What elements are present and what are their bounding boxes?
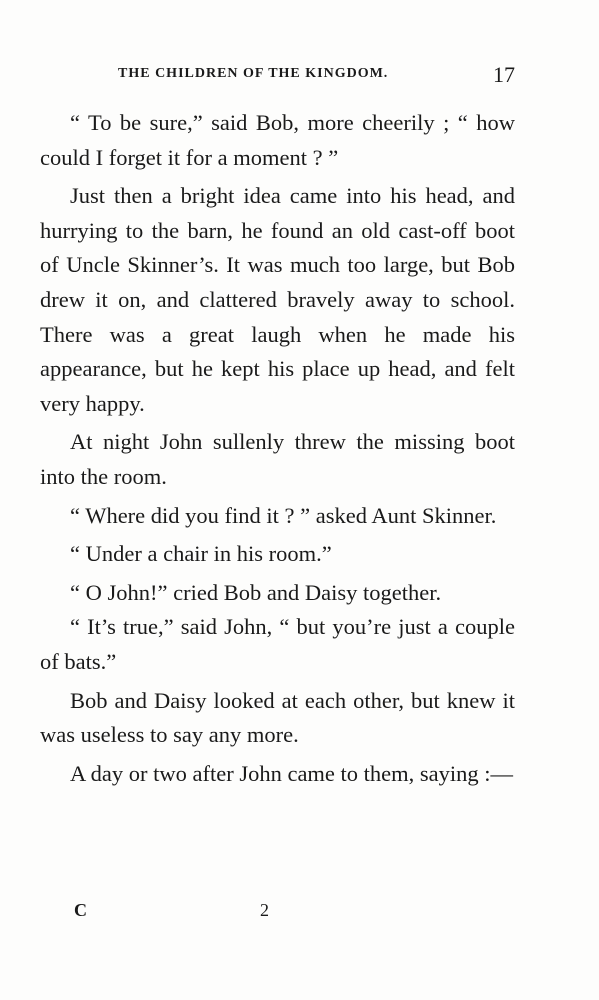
page-number: 17 [493, 62, 515, 87]
paragraph: “ To be sure,” said Bob, more cheerily ; “ how could I forget it for a moment ? ” [40, 110, 515, 170]
paragraph: “ Where did you find it ? ” asked Aunt Skinner. [70, 502, 497, 528]
paragraph: “ O John!” cried Bob and Daisy together. [70, 579, 442, 605]
page-footer [40, 900, 515, 930]
paragraph: “ It’s true,” said John, “ but you’re just a couple of bats.” [40, 614, 515, 674]
paragraph: At night John sullenly threw the missing boot into the room. [40, 429, 515, 489]
signature-mark: C [74, 900, 87, 920]
sheet-number: 2 [260, 900, 269, 920]
body-text [40, 106, 515, 791]
paragraph: Bob and Daisy looked at each other, but knew it was useless to say any more. [40, 687, 515, 748]
page-header [40, 62, 515, 92]
paragraph: Just then a bright idea came into his head, and hurrying to the barn, he found an old cast-off boot of Uncle Skinner’s. It was much too large, but Bob drew it on, and clattered bravely away to school. There was a great laugh when he made his appearance, but he kept his place up head, and felt very happy. [40, 183, 515, 416]
paragraph: A day or two after John came to them, saying :— [70, 760, 514, 786]
running-title: THE CHILDREN OF THE KINGDOM. [118, 66, 389, 81]
paragraph: “ Under a chair in his room.” [70, 541, 332, 567]
